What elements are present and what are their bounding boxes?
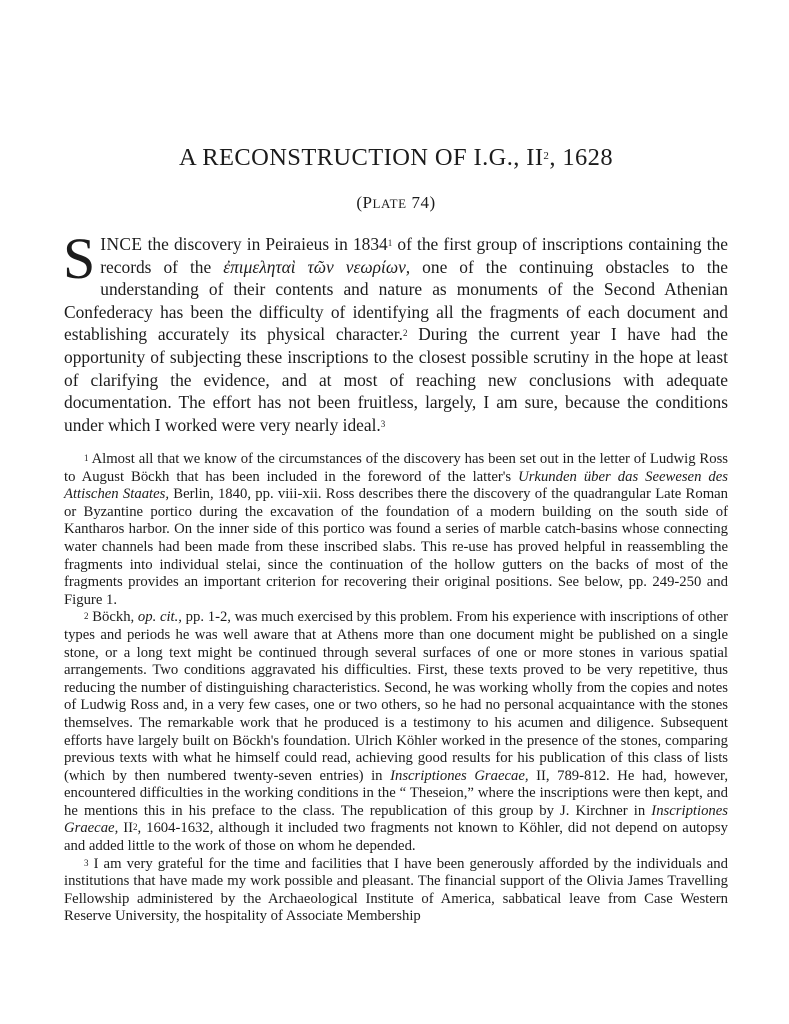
title-number: , 1628 bbox=[549, 144, 613, 171]
footnotes bbox=[64, 451, 728, 926]
footnote-ref-1[interactable]: 1 bbox=[387, 238, 393, 248]
footnote-1-text-a: Almost all that we know of the circumstances of the discovery has been set out in the letter of Ludwig Ross to August Böckh that has been included in the foreword of the latter's bbox=[64, 451, 728, 485]
footnote-2-text-a: Böckh, bbox=[88, 609, 138, 626]
intro-text-b: of the first group of inscriptions containing the records of the bbox=[100, 234, 728, 277]
footnote-ref-3[interactable]: 3 bbox=[380, 418, 386, 429]
opening-small-caps: INCE bbox=[100, 234, 143, 254]
article-title bbox=[64, 143, 728, 173]
intro-paragraph bbox=[63, 226, 729, 436]
greek-phrase: ἐπιμεληταὶ τῶν νεωρίων, bbox=[223, 256, 411, 277]
plate-initial: P bbox=[362, 193, 373, 212]
footnote-2-superscript: 2 bbox=[132, 822, 138, 833]
footnote-2 bbox=[64, 609, 728, 855]
title-text: A RECONSTRUCTION OF I.G., II bbox=[179, 144, 544, 171]
title-superscript: 2 bbox=[543, 150, 550, 162]
footnote-1-text-b: Berlin, 1840, pp. viii-xii. Ross describes there the discovery of the quadrangular Late Roman or Byzantine portico during the excavation of the foundation of a modern building on the south side of Kantharos harbor. On the inner side of this portico was found a series of marble catch-basins whose connecting water channels had been made from these inscribed slabs. This re-use has proved helpful in reassembling the fragments into individual stelai, since the continuation of the hollow gutters on the backs of most of the fragments provides an important criterion for recovering their original positions. See below, pp. 249-250 and Figure 1. bbox=[64, 486, 728, 608]
footnote-3-number: 3 bbox=[84, 857, 89, 868]
drop-cap: S bbox=[63, 226, 96, 291]
footnote-ref-2[interactable]: 2 bbox=[402, 328, 408, 339]
plate-open-paren: ( bbox=[356, 193, 363, 212]
footnote-1-number: 1 bbox=[84, 453, 89, 463]
plate-word-small-caps: LATE bbox=[372, 196, 407, 211]
footnote-2-number: 2 bbox=[84, 611, 89, 622]
footnote-3 bbox=[64, 856, 728, 926]
intro-text-d: During the current year I have had the opportunity of subjecting these inscriptions to the closest possible scrutiny in the hope at least of clarifying the evidence, and at most of reaching new conclusions with adequate documentation. The effort has not been fruitless, largely, I am sure, because the conditions under which I worked were very nearly ideal. bbox=[64, 324, 729, 435]
footnote-2-text-c: II, 789-812. He had, however, encountered difficulties in the working conditions in the “ Theseion,” where the inscriptions were then kept, and he mentions this in his preface to the class. The republication of this group by J. Kirchner in bbox=[64, 767, 729, 819]
plate-reference bbox=[64, 192, 728, 215]
footnote-2-op-cit: op. cit., bbox=[137, 609, 182, 626]
footnote-2-ig-title-2: Inscriptiones Graecae, bbox=[64, 802, 728, 837]
footnote-2-text-d: II bbox=[118, 820, 133, 837]
footnote-3-text: I am very grateful for the time and facilities that I have been generously afforded by the individuals and institutions that have made my work possible and pleasant. The financial support of the Olivia James Travelling Fellowship administered by the Archaeological Institute of America, sabbatical leave from Case Western Reserve University, the hospitality of Associate Membership bbox=[64, 855, 728, 925]
footnote-2-text-e: , 1604-1632, although it included two fragments not known to Köhler, did not depend on autopsy and added little to the work of those on whom he depended. bbox=[64, 820, 728, 855]
footnote-1-book-title: Urkunden über das Seewesen des Attischen Staates, bbox=[64, 468, 728, 503]
footnote-2-text-b: pp. 1-2, was much exercised by this problem. From his experience with inscriptions of other types and periods he was well aware that at Athens more than one document might be published on a single stone, or a long text might be continued through several surfaces of one or more stones in various spatial arrangements. Two conditions aggravated his difficulties. First, these texts proved to be very repetitive, thus reducing the number of distinguishing characteristics. Second, he was working wholly from the copies and notes of Ludwig Ross and, in a very few cases, one or two others, so he had no personal acquaintance with the stones themselves. The remarkable work that he produced is a testimony to his acumen and diligence. Subsequent efforts have largely built on Böckh's foundation. Ulrich Köhler worked in the presence of the stones, comparing previous texts with what he himself could read, achieving good results for his publication of this class of lists (which by then numbered twenty-seven entries) in bbox=[64, 609, 728, 784]
plate-number: 74) bbox=[406, 193, 436, 212]
footnote-2-ig-title-1: Inscriptiones Graecae, bbox=[390, 767, 529, 784]
intro-text-c: one of the continuing obstacles to the understanding of their contents and nature as monuments of the Second Athenian Confederacy has been the difficulty of identifying all the fragments of each document and establishing accurately its physical character. bbox=[64, 256, 728, 345]
intro-text-a: the discovery in Peiraieus in 1834 bbox=[142, 234, 388, 254]
footnote-1 bbox=[64, 451, 728, 609]
